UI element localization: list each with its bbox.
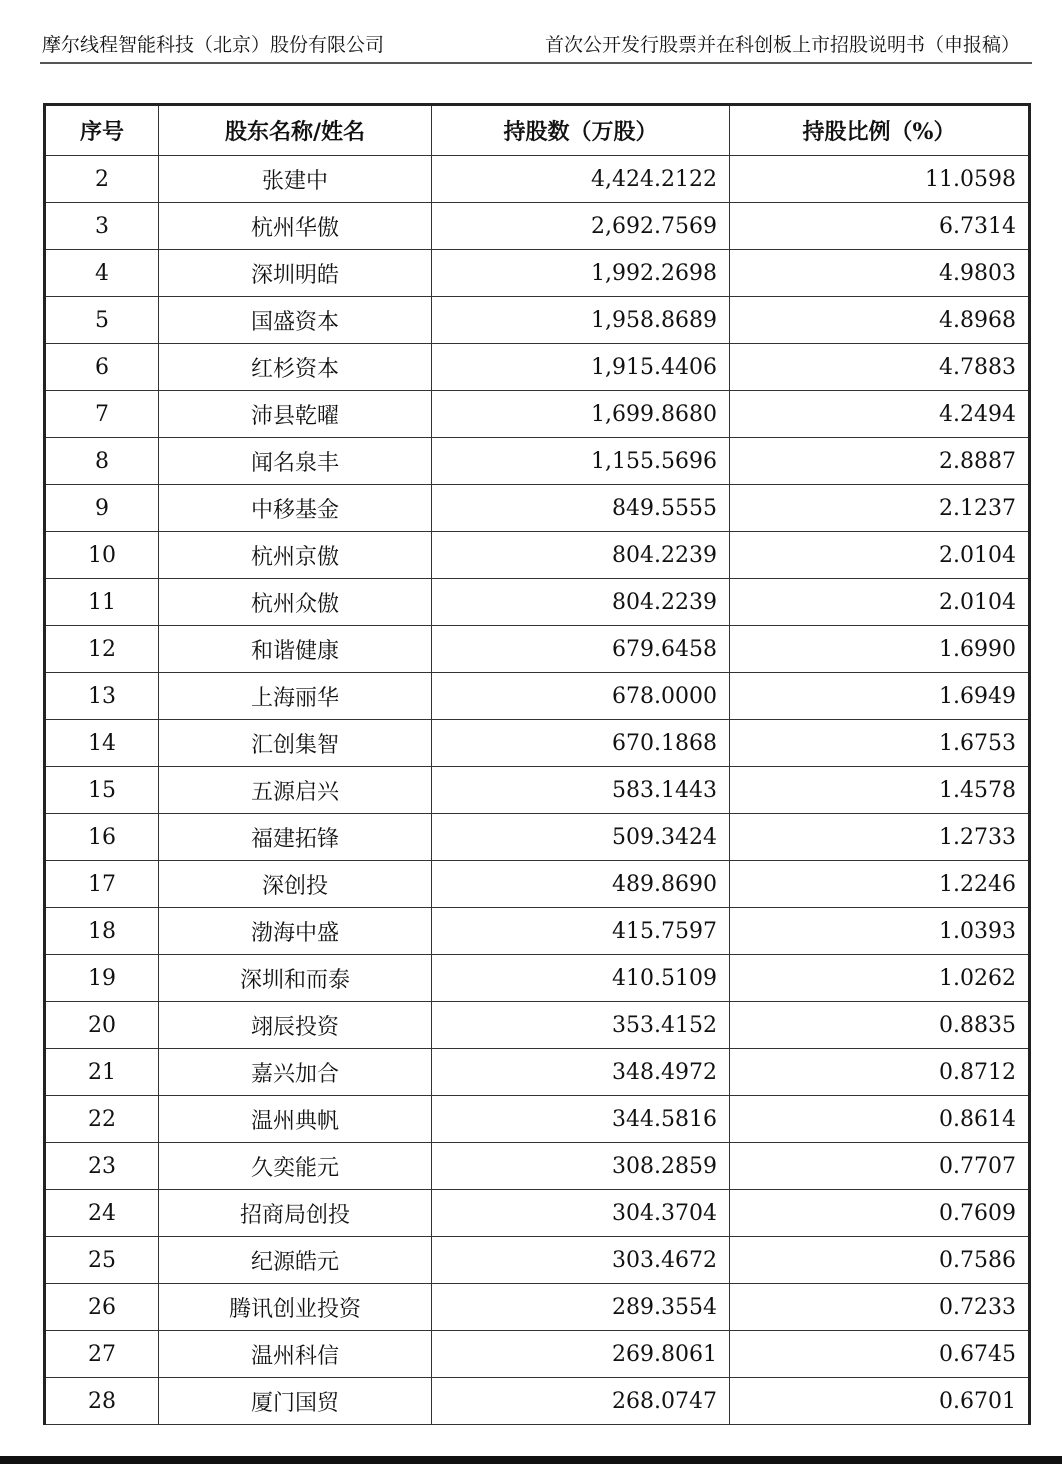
cell-ratio: 2.0104 — [730, 579, 1030, 626]
cell-ratio: 0.7586 — [730, 1237, 1030, 1284]
cell-shareholder-name: 和谐健康 — [159, 626, 432, 673]
cell-shareholder-name: 上海丽华 — [159, 673, 432, 720]
cell-shares: 583.1443 — [432, 767, 730, 814]
cell-seq: 23 — [45, 1143, 159, 1190]
shareholder-table — [43, 103, 1031, 1425]
table-row — [45, 1049, 1030, 1096]
cell-ratio: 6.7314 — [730, 203, 1030, 250]
cell-ratio: 4.8968 — [730, 297, 1030, 344]
cell-seq: 15 — [45, 767, 159, 814]
table-row — [45, 250, 1030, 297]
cell-ratio: 1.6990 — [730, 626, 1030, 673]
table-row — [45, 955, 1030, 1002]
cell-seq: 24 — [45, 1190, 159, 1237]
cell-shares: 308.2859 — [432, 1143, 730, 1190]
cell-ratio: 0.7233 — [730, 1284, 1030, 1331]
cell-shares: 269.8061 — [432, 1331, 730, 1378]
cell-shareholder-name: 深创投 — [159, 861, 432, 908]
cell-seq: 8 — [45, 438, 159, 485]
cell-shares: 1,915.4406 — [432, 344, 730, 391]
cell-shares: 344.5816 — [432, 1096, 730, 1143]
cell-seq: 5 — [45, 297, 159, 344]
cell-shares: 2,692.7569 — [432, 203, 730, 250]
cell-shares: 289.3554 — [432, 1284, 730, 1331]
cell-ratio: 2.0104 — [730, 532, 1030, 579]
table-row — [45, 391, 1030, 438]
cell-shareholder-name: 厦门国贸 — [159, 1378, 432, 1425]
cell-shares: 415.7597 — [432, 908, 730, 955]
cell-shareholder-name: 纪源皓元 — [159, 1237, 432, 1284]
cell-ratio: 4.7883 — [730, 344, 1030, 391]
cell-shares: 804.2239 — [432, 579, 730, 626]
cell-seq: 14 — [45, 720, 159, 767]
table-row — [45, 485, 1030, 532]
cell-shareholder-name: 张建中 — [159, 156, 432, 203]
table-row — [45, 344, 1030, 391]
cell-shareholder-name: 温州科信 — [159, 1331, 432, 1378]
cell-shareholder-name: 红杉资本 — [159, 344, 432, 391]
cell-shares: 679.6458 — [432, 626, 730, 673]
cell-seq: 2 — [45, 156, 159, 203]
table-row — [45, 579, 1030, 626]
page-header — [40, 0, 1032, 64]
cell-ratio: 1.6949 — [730, 673, 1030, 720]
cell-seq: 25 — [45, 1237, 159, 1284]
cell-ratio: 1.6753 — [730, 720, 1030, 767]
table-row — [45, 908, 1030, 955]
cell-shareholder-name: 杭州华傲 — [159, 203, 432, 250]
cell-shareholder-name: 嘉兴加合 — [159, 1049, 432, 1096]
table-row — [45, 1143, 1030, 1190]
cell-seq: 26 — [45, 1284, 159, 1331]
table-row — [45, 156, 1030, 203]
cell-ratio: 1.2246 — [730, 861, 1030, 908]
cell-shareholder-name: 杭州众傲 — [159, 579, 432, 626]
cell-seq: 4 — [45, 250, 159, 297]
cell-shareholder-name: 久奕能元 — [159, 1143, 432, 1190]
cell-seq: 21 — [45, 1049, 159, 1096]
cell-seq: 3 — [45, 203, 159, 250]
cell-shareholder-name: 翊辰投资 — [159, 1002, 432, 1049]
table-row — [45, 673, 1030, 720]
cell-seq: 7 — [45, 391, 159, 438]
cell-shares: 1,155.5696 — [432, 438, 730, 485]
cell-seq: 20 — [45, 1002, 159, 1049]
cell-shareholder-name: 中移基金 — [159, 485, 432, 532]
cell-shares: 304.3704 — [432, 1190, 730, 1237]
table-row — [45, 532, 1030, 579]
cell-seq: 22 — [45, 1096, 159, 1143]
cell-ratio: 4.9803 — [730, 250, 1030, 297]
cell-shares: 509.3424 — [432, 814, 730, 861]
shareholder-table-container — [43, 103, 1031, 1425]
column-header-seq: 序号 — [45, 105, 159, 156]
table-row — [45, 1331, 1030, 1378]
cell-shares: 849.5555 — [432, 485, 730, 532]
cell-ratio: 0.8835 — [730, 1002, 1030, 1049]
cell-shares: 303.4672 — [432, 1237, 730, 1284]
cell-seq: 9 — [45, 485, 159, 532]
table-row — [45, 438, 1030, 485]
table-row — [45, 297, 1030, 344]
table-row — [45, 1190, 1030, 1237]
cell-shares: 348.4972 — [432, 1049, 730, 1096]
page-bottom-edge — [0, 1456, 1062, 1464]
table-row — [45, 1284, 1030, 1331]
cell-shares: 678.0000 — [432, 673, 730, 720]
cell-ratio: 1.0393 — [730, 908, 1030, 955]
table-row — [45, 720, 1030, 767]
cell-shareholder-name: 招商局创投 — [159, 1190, 432, 1237]
cell-seq: 28 — [45, 1378, 159, 1425]
table-row — [45, 1237, 1030, 1284]
cell-seq: 13 — [45, 673, 159, 720]
cell-ratio: 2.1237 — [730, 485, 1030, 532]
cell-shares: 1,958.8689 — [432, 297, 730, 344]
cell-seq: 10 — [45, 532, 159, 579]
cell-shares: 1,699.8680 — [432, 391, 730, 438]
cell-shareholder-name: 杭州京傲 — [159, 532, 432, 579]
cell-shareholder-name: 渤海中盛 — [159, 908, 432, 955]
cell-shares: 4,424.2122 — [432, 156, 730, 203]
cell-shareholder-name: 福建拓锋 — [159, 814, 432, 861]
table-row — [45, 203, 1030, 250]
cell-shares: 489.8690 — [432, 861, 730, 908]
table-row — [45, 814, 1030, 861]
cell-shares: 670.1868 — [432, 720, 730, 767]
column-header-name: 股东名称/姓名 — [159, 105, 432, 156]
column-header-shares: 持股数（万股） — [432, 105, 730, 156]
cell-shareholder-name: 五源启兴 — [159, 767, 432, 814]
table-row — [45, 1096, 1030, 1143]
cell-seq: 17 — [45, 861, 159, 908]
column-header-ratio: 持股比例（%） — [730, 105, 1030, 156]
table-row — [45, 861, 1030, 908]
cell-shares: 1,992.2698 — [432, 250, 730, 297]
cell-seq: 11 — [45, 579, 159, 626]
cell-seq: 6 — [45, 344, 159, 391]
cell-ratio: 11.0598 — [730, 156, 1030, 203]
cell-seq: 16 — [45, 814, 159, 861]
cell-ratio: 0.6701 — [730, 1378, 1030, 1425]
cell-shares: 804.2239 — [432, 532, 730, 579]
cell-shareholder-name: 国盛资本 — [159, 297, 432, 344]
cell-seq: 12 — [45, 626, 159, 673]
cell-seq: 27 — [45, 1331, 159, 1378]
table-row — [45, 767, 1030, 814]
document-title: 首次公开发行股票并在科创板上市招股说明书（申报稿） — [544, 34, 1020, 56]
table-row — [45, 1378, 1030, 1425]
cell-shareholder-name: 沛县乾曜 — [159, 391, 432, 438]
table-body — [45, 156, 1030, 1425]
cell-shareholder-name: 深圳明皓 — [159, 250, 432, 297]
cell-ratio: 1.0262 — [730, 955, 1030, 1002]
cell-seq: 19 — [45, 955, 159, 1002]
cell-ratio: 0.7609 — [730, 1190, 1030, 1237]
cell-ratio: 1.2733 — [730, 814, 1030, 861]
cell-ratio: 4.2494 — [730, 391, 1030, 438]
table-header-row — [45, 105, 1030, 156]
cell-ratio: 0.7707 — [730, 1143, 1030, 1190]
cell-ratio: 0.6745 — [730, 1331, 1030, 1378]
company-name: 摩尔线程智能科技（北京）股份有限公司 — [42, 34, 385, 56]
cell-ratio: 2.8887 — [730, 438, 1030, 485]
cell-shareholder-name: 闻名泉丰 — [159, 438, 432, 485]
cell-shareholder-name: 腾讯创业投资 — [159, 1284, 432, 1331]
cell-seq: 18 — [45, 908, 159, 955]
table-row — [45, 1002, 1030, 1049]
cell-shares: 353.4152 — [432, 1002, 730, 1049]
cell-shares: 268.0747 — [432, 1378, 730, 1425]
cell-shareholder-name: 温州典帆 — [159, 1096, 432, 1143]
cell-ratio: 1.4578 — [730, 767, 1030, 814]
cell-ratio: 0.8614 — [730, 1096, 1030, 1143]
cell-shareholder-name: 汇创集智 — [159, 720, 432, 767]
table-row — [45, 626, 1030, 673]
cell-ratio: 0.8712 — [730, 1049, 1030, 1096]
cell-shareholder-name: 深圳和而泰 — [159, 955, 432, 1002]
cell-shares: 410.5109 — [432, 955, 730, 1002]
